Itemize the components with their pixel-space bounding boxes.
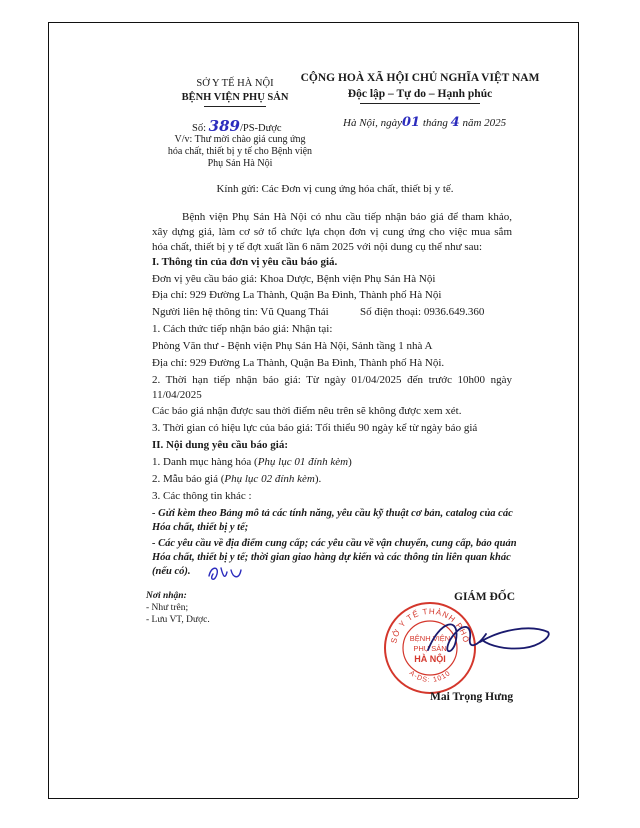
goods-list-item: 1. Danh mục hàng hóa (Phụ lục 01 đính kèm) [152,456,352,468]
bullet-line: Hóa chất, thiết bị y tế; [152,522,249,533]
bullet-line: - Gửi kèm theo Bảng mô tả các tính năng, yêu cầu kỹ thuật cơ bản, catalog của các [152,508,513,519]
motto: Độc lập – Tự do – Hạnh phúc [347,88,493,100]
scan-edge-top [48,22,578,23]
recipients-label: Nơi nhận: [146,591,187,601]
scan-edge-bottom [48,798,578,799]
director-title: GIÁM ĐỐC [454,591,516,603]
scan-edge-right [578,22,579,798]
receive-place: Phòng Văn thư - Bệnh viện Phụ Sản Hà Nội, Sảnh tầng 1 nhà A [152,340,433,352]
quote-template-item: 2. Mẫu báo giá (Phụ lục 02 đính kèm). [152,473,322,485]
stamp-center-line: BỆNH VIỆN [409,634,451,643]
subject-block [150,134,330,170]
deadline-line: 2. Thời hạn tiếp nhận báo giá: Từ ngày 01/04/2025 đến trước 10h00 ngày [152,374,512,386]
scan-edge-left [48,22,49,798]
contact-person: Người liên hệ thông tin: Vũ Quang Thái [152,306,329,318]
handwritten-month: 4 [450,115,460,130]
stamp-center-line: PHỤ SẢN [413,644,447,653]
handwritten-day: 01 [401,115,421,130]
stamp-ring-top: SỞ Y TẾ THÀNH PHỐ [389,606,471,645]
hospital-underline [204,106,266,107]
svg-text:A-DS: 1010 [408,670,453,684]
stamp-center-line: HÀ NỘI [414,654,446,664]
agency-name: SỞ Y TẾ HÀ NỘI [196,78,274,89]
hospital-name: BỆNH VIỆN PHỤ SẢN [181,92,289,103]
late-note: Các báo giá nhận được sau thời điểm nêu trên sẽ không được xem xét. [152,405,462,417]
addressee: Kính gửi: Các Đơn vị cung ứng hóa chất, thiết bị y tế. [216,183,454,195]
subject-line: Phụ Sản Hà Nội [207,158,273,169]
intro-line: hóa chất, thiết bị y tế đợt xuất lần 6 năm 2025 với nội dung cụ thể như sau: [152,241,483,253]
bullet-line: - Các yêu cầu về địa điểm cung cấp; các yêu cầu về vận chuyển, cung cấp, bảo quản [152,538,517,549]
handwritten-number: 389 [208,117,240,135]
receive-address: Địa chỉ: 929 Đường La Thành, Quận Ba Đình, Thành phố Hà Nội. [152,357,445,369]
unit-address: Địa chỉ: 929 Đường La Thành, Quận Ba Đình, Thành phố Hà Nội [152,289,442,301]
section2-heading: II. Nội dung yêu cầu báo giá: [152,439,289,451]
director-signature [420,610,560,670]
requesting-unit: Đơn vị yêu cầu báo giá: Khoa Dược, Bệnh viện Phụ Sản Hà Nội [152,273,436,285]
bullet-line: (nếu có). [152,566,191,577]
initials-signature [205,562,245,584]
section1-heading: I. Thông tin của đơn vị yêu cầu báo giá. [152,256,338,268]
intro-line: Bệnh viện Phụ Sản Hà Nội có nhu cầu tiếp nhận báo giá để tham khảo, [182,211,512,223]
motto-underline [360,103,480,104]
recipient-item: - Như trên; [146,603,189,613]
country-name: CỘNG HOÀ XÃ HỘI CHỦ NGHĨA VIỆT NAM [300,72,540,84]
recipient-item: - Lưu VT, Dược. [146,615,210,625]
other-info-item: 3. Các thông tin khác : [152,490,252,502]
subject-line: V/v: Thư mời chào giá cung ứng [174,134,306,145]
director-name: Mai Trọng Hưng [430,691,514,703]
receive-method: 1. Cách thức tiếp nhận báo giá: Nhận tại: [152,323,333,335]
deadline-date: 11/04/2025 [152,389,202,401]
stamp-ring-bottom: A-DS: 1010 [407,669,453,685]
subject-line: hóa chất, thiết bị y tế cho Bệnh viện [167,146,313,157]
document-date: Hà Nội, ngày01 tháng 4 năm 2025 [343,115,507,130]
document-number: Số: 389/PS-Dược [192,117,282,135]
intro-line: xây dựng giá, làm cơ sở tổ chức lựa chọn đơn vị cung ứng cho việc mua sắm [152,226,512,238]
contact-phone: Số điện thoại: 0936.649.360 [360,306,485,318]
quote-validity: 3. Thời gian có hiệu lực của báo giá: Tối thiểu 90 ngày kể từ ngày báo giá [152,422,478,434]
bullet-line: Hóa chất, thiết bị y tế; thời gian giao hàng dự kiến và các thông tin liên quan khác [152,552,511,563]
